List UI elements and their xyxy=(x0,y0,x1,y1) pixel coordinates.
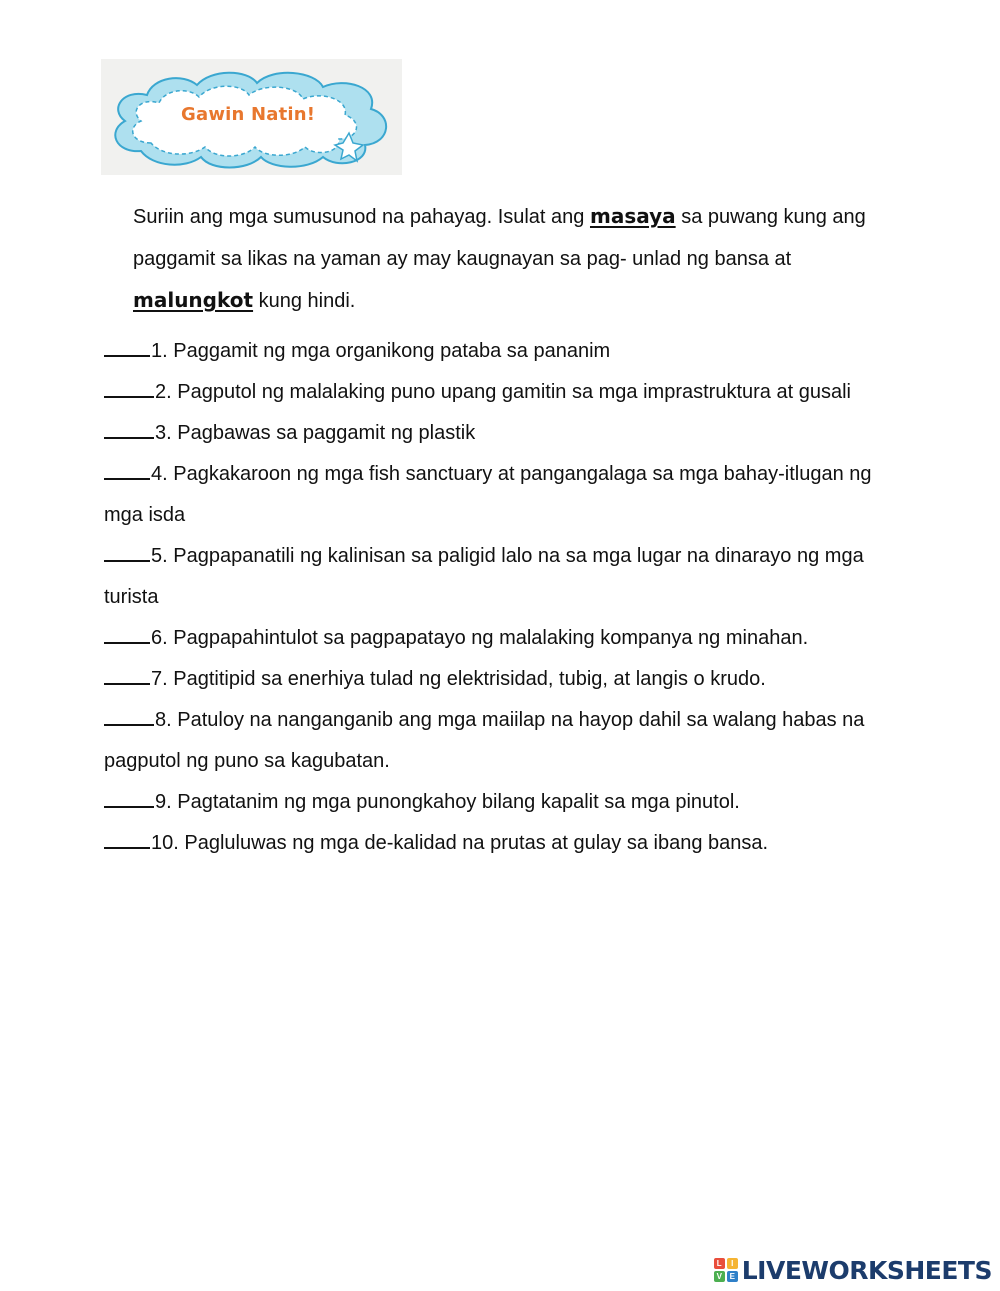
instructions-part2: sa puwang kung ang paggamit sa likas na yaman ay may kaugnayan sa pag- unlad ng bansa at xyxy=(133,206,866,270)
list-item xyxy=(104,618,894,659)
answer-blank[interactable] xyxy=(104,378,154,398)
instructions-part1: Suriin ang mga sumusunod na pahayag. Isulat ang xyxy=(133,206,590,228)
instructions-part3: kung hindi. xyxy=(253,290,356,312)
item-text: 2. Pagputol ng malalaking puno upang gamitin sa mga imprastruktura at gusali xyxy=(155,381,851,403)
list-item xyxy=(104,700,894,782)
item-text: 7. Pagtitipid sa enerhiya tulad ng elektrisidad, tubig, at langis o krudo. xyxy=(151,668,766,690)
liveworksheets-logo-icon xyxy=(714,1258,738,1282)
item-text: 4. Pagkakaroon ng mga fish sanctuary at pangangalaga sa mga bahay-itlugan ng mga isda xyxy=(104,463,872,526)
answer-blank[interactable] xyxy=(104,624,150,644)
answer-blank[interactable] xyxy=(104,788,154,808)
item-text: 1. Paggamit ng mga organikong pataba sa pananim xyxy=(151,340,611,362)
answer-blank[interactable] xyxy=(104,829,150,849)
banner-title: Gawin Natin! xyxy=(181,104,316,125)
keyword-malungkot: malungkot xyxy=(133,288,254,312)
instructions xyxy=(133,196,893,323)
answer-blank[interactable] xyxy=(104,419,154,439)
logo-letter: L xyxy=(714,1258,725,1269)
logo-letter: I xyxy=(727,1258,738,1269)
list-item xyxy=(104,454,894,536)
item-text: 8. Patuloy na nanganganib ang mga maiilap na hayop dahil sa walang habas na pagputol ng puno sa kagubatan. xyxy=(104,709,865,772)
keyword-masaya: masaya xyxy=(589,204,676,228)
answer-blank[interactable] xyxy=(104,460,150,480)
answer-blank[interactable] xyxy=(104,542,150,562)
question-list xyxy=(104,331,894,864)
item-text: 9. Pagtatanim ng mga punongkahoy bilang kapalit sa mga pinutol. xyxy=(155,791,740,813)
item-text: 5. Pagpapanatili ng kalinisan sa paligid lalo na sa mga lugar na dinarayo ng mga turista xyxy=(104,545,864,608)
answer-blank[interactable] xyxy=(104,706,154,726)
item-text: 10. Pagluluwas ng mga de-kalidad na prutas at gulay sa ibang bansa. xyxy=(151,832,769,854)
brand-name: LIVEWORKSHEETS xyxy=(741,1255,992,1285)
list-item xyxy=(104,331,894,372)
answer-blank[interactable] xyxy=(104,665,150,685)
list-item xyxy=(104,372,894,413)
list-item xyxy=(104,782,894,823)
list-item xyxy=(104,659,894,700)
item-text: 6. Pagpapahintulot sa pagpapatayo ng malalaking kompanya ng minahan. xyxy=(151,627,809,649)
header-banner xyxy=(101,59,402,175)
list-item xyxy=(104,536,894,618)
item-text: 3. Pagbawas sa paggamit ng plastik xyxy=(155,422,476,444)
logo-letter: V xyxy=(714,1271,725,1282)
answer-blank[interactable] xyxy=(104,337,150,357)
logo-letter: E xyxy=(727,1271,738,1282)
list-item xyxy=(104,823,894,864)
list-item xyxy=(104,413,894,454)
liveworksheets-logo xyxy=(714,1255,992,1285)
